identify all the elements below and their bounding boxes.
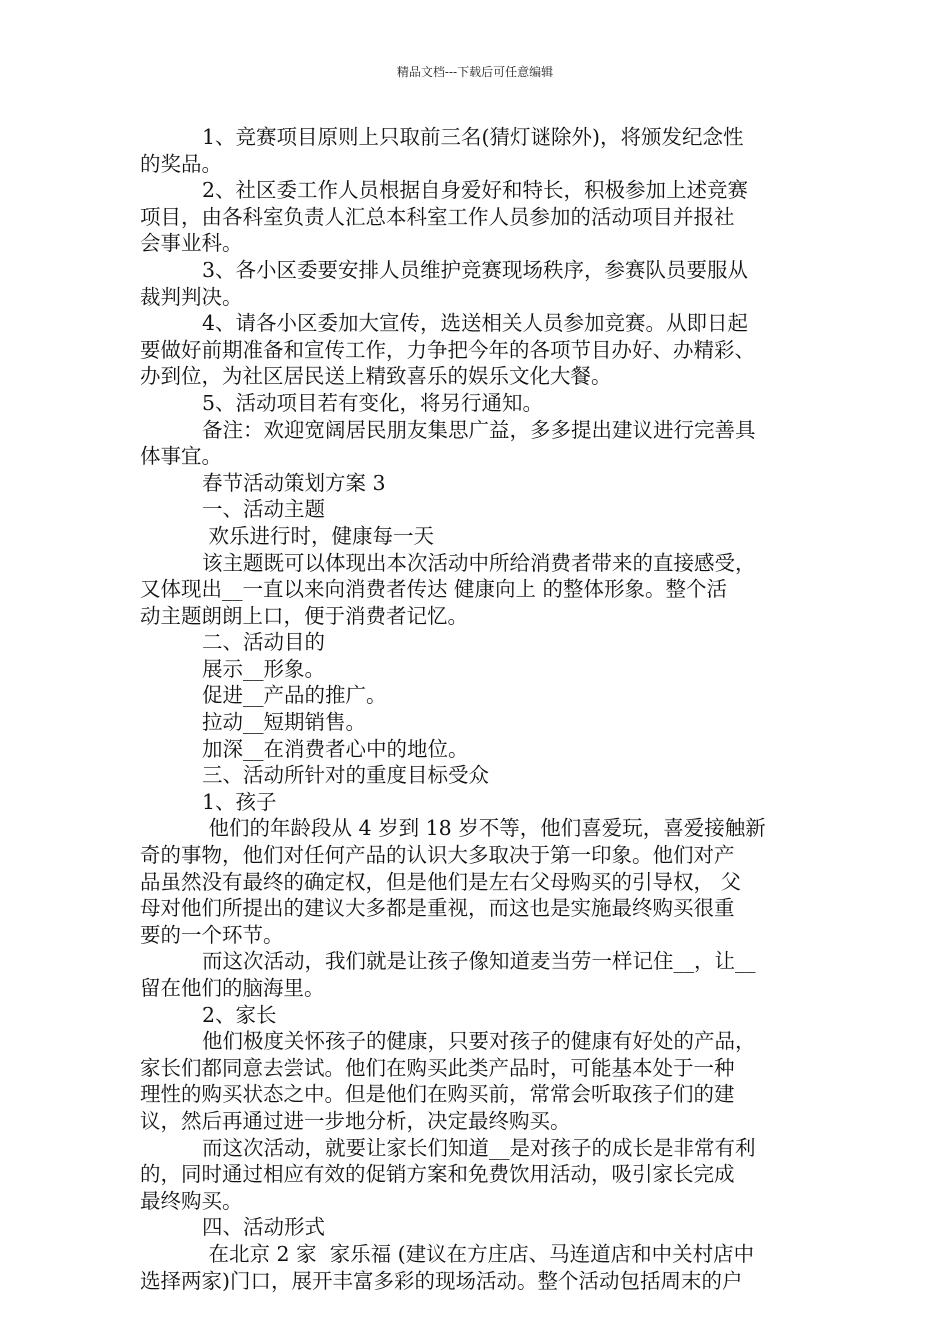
text-line: 促进__产品的推广。: [202, 683, 387, 708]
text-line: 又体现出__一直以来向消费者传达 健康向上 的整体形象。整个活: [140, 577, 728, 602]
text-line: 5、活动项目若有变化，将另行通知。: [202, 390, 544, 415]
text-line: 四、活动形式: [202, 1215, 325, 1240]
text-line: 欢乐进行时，健康每一天: [202, 523, 435, 548]
text-line: 备注：欢迎宽阔居民朋友集思广益，多多提出建议进行完善具: [202, 417, 756, 442]
text-line: 1、孩子: [202, 789, 277, 814]
text-line: 展示__形象。: [202, 656, 325, 681]
text-line: 而这次活动，就要让家长们知道__是对孩子的成长是非常有利: [202, 1135, 756, 1160]
text-line: 一、活动主题: [202, 497, 325, 522]
text-line: 三、活动所针对的重度目标受众: [202, 763, 489, 788]
text-line: 裁判判决。: [140, 284, 243, 309]
page-header: 精品文档---下载后可任意编辑: [396, 65, 554, 79]
text-line: 3、各小区委要安排人员维护竞赛现场秩序，参赛队员要服从: [202, 257, 749, 282]
text-line: 1、竞赛项目原则上只取前三名(猜灯谜除外)，将颁发纪念性: [202, 125, 744, 149]
document-body: [140, 124, 812, 1294]
text-line: 选择两家)门口，展开丰富多彩的现场活动。整个活动包括周末的户: [140, 1268, 743, 1293]
text-line: 奇的事物，他们对任何产品的认识大多取决于第一印象。他们对产: [140, 843, 735, 868]
text-line: 在北京 2 家 家乐福 (建议在方庄店、马连道店和中关村店中: [202, 1241, 755, 1266]
text-line: 体事宜。: [140, 444, 222, 469]
text-line: 项目，由各科室负责人汇总本科室工作人员参加的活动项目并报社: [140, 204, 735, 229]
text-line: 会事业科。: [140, 231, 243, 256]
text-line: 理性的购买状态之中。但是他们在购买前，常常会听取孩子们的建: [140, 1082, 735, 1107]
text-line: 动主题朗朗上口，便于消费者记忆。: [140, 603, 468, 628]
text-line: 该主题既可以体现出本次活动中所给消费者带来的直接感受，: [202, 550, 756, 575]
text-line: 4、请各小区委加大宣传，选送相关人员参加竞赛。从即日起: [202, 311, 749, 336]
text-line: 二、活动目的: [202, 630, 325, 655]
text-line: 议，然后再通过进一步地分析，决定最终购买。: [140, 1108, 571, 1133]
text-line: 拉动__短期销售。: [202, 710, 366, 735]
text-line: 他们极度关怀孩子的健康，只要对孩子的健康有好处的产品，: [202, 1029, 756, 1054]
text-line: 母对他们所提出的建议大多都是重视，而这也是实施最终购买很重: [140, 896, 735, 921]
text-line: 他们的年龄段从 4 岁到 18 岁不等，他们喜爱玩，喜爱接触新: [202, 816, 766, 841]
text-line: 2、家长: [202, 1002, 277, 1027]
text-line: 春节活动策划方案 3: [202, 470, 386, 495]
text-line: 最终购买。: [140, 1188, 243, 1213]
text-line: 的奖品。: [140, 151, 222, 176]
text-line: 要的一个环节。: [140, 922, 284, 947]
text-line: 家长们都同意去尝试。他们在购买此类产品时，可能基本处于一种: [140, 1055, 735, 1080]
text-line: 而这次活动，我们就是让孩子像知道麦当劳一样记住__，让__: [202, 949, 756, 974]
text-line: 2、社区委工作人员根据自身爱好和特长，积极参加上述竞赛: [202, 178, 749, 203]
text-line: 办到位，为社区居民送上精致喜乐的娱乐文化大餐。: [140, 364, 612, 389]
text-line: 要做好前期准备和宣传工作，力争把今年的各项节目办好、办精彩、: [140, 337, 755, 362]
text-line: 的，同时通过相应有效的促销方案和免费饮用活动，吸引家长完成: [140, 1162, 735, 1187]
text-line: 品虽然没有最终的确定权，但是他们是左右父母购买的引导权， 父: [140, 869, 742, 894]
text-line: 加深__在消费者心中的地位。: [202, 736, 469, 761]
text-line: 留在他们的脑海里。: [140, 976, 325, 1000]
